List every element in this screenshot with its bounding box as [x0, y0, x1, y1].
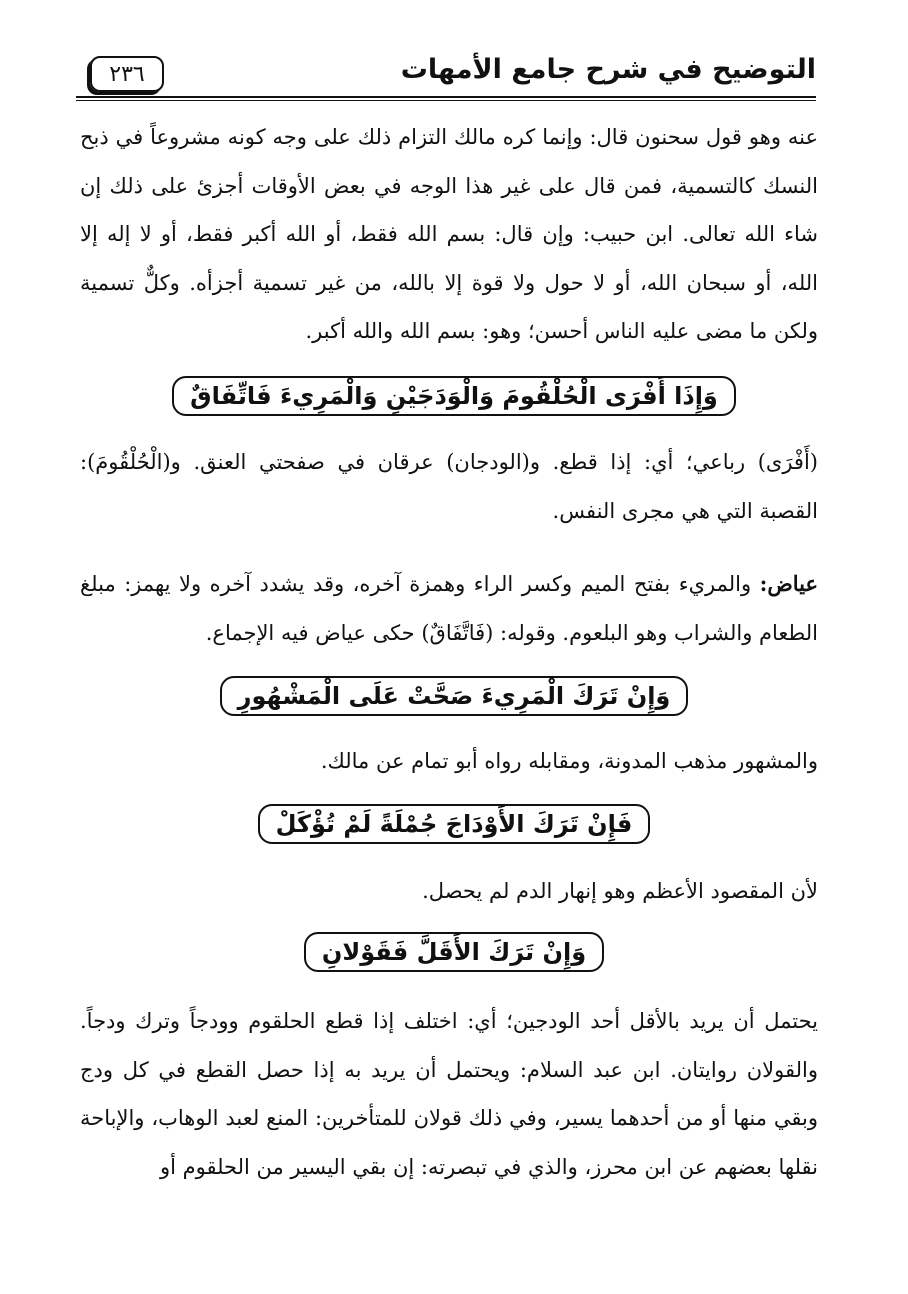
verse-text: وَإِنْ تَرَكَ الْمَرِيءَ صَحَّتْ عَلَى الْمَشْهُورِ	[220, 676, 689, 716]
paragraph: والمشهور مذهب المدونة، ومقابله رواه أبو تمام عن مالك.	[320, 749, 818, 773]
header-rule-thin	[76, 100, 816, 101]
verse-box	[0, 804, 908, 844]
paragraph: عنه وهو قول سحنون قال: وإنما كره مالك التزام ذلك على وجه كونه مشروعاً في ذبح النسك كالتسمية، فمن قال على غير هذا الوجه في بعض الأوقات أجزئ على ذلك إن شاء الله تعالى. ابن حبيب: وإن قال: بسم الله فقط، أو الله أكبر فقط، أو لا إله إلا الله، أو سبحان الله، أو لا حول ولا قوة إلا بالله، من غير تسمية أجزأه. وكلٌّ تسمية ولكن ما مضى عليه الناس أحسن؛ وهو: بسم الله والله أكبر.	[80, 125, 818, 344]
header-rule	[76, 96, 816, 98]
speaker-name: عياض:	[759, 571, 818, 596]
book-title: التوضيح في شرح جامع الأمهات	[400, 54, 816, 85]
page-header	[76, 52, 816, 98]
paragraph: عياض: والمريء بفتح الميم وكسر الراء وهمزة آخره، وقد يشدد آخره ولا يهمز: مبلغ الطعام والشراب وهو البلعوم. وقوله: (فَاتَّفَاقٌ) حكى عياض فيه الإجماع.	[80, 571, 818, 645]
verse-box	[0, 932, 908, 972]
paragraph: (أَفْرَى) رباعي؛ أي: إذا قطع. و(الودجان) عرقان في صفحتي العنق. و(الْحُلْقُومَ): القصبة التي هي مجرى النفس.	[80, 450, 818, 523]
verse-text: وَإِذَا أَفْرَى الْحُلْقُومَ وَالْوَدَجَيْنِ وَالْمَرِيءَ فَاتِّفَاقٌ	[172, 376, 736, 416]
verse-box	[0, 676, 908, 716]
verse-text: وَإِنْ تَرَكَ الأَقَلَّ فَقَوْلانِ	[304, 932, 604, 972]
paragraph: لأن المقصود الأعظم وهو إنهار الدم لم يحصل.	[422, 879, 818, 903]
verse-text: فَإِنْ تَرَكَ الأَوْدَاجَ جُمْلَةً لَمْ تُؤْكَلْ	[258, 804, 651, 844]
paragraph: يحتمل أن يريد بالأقل أحد الودجين؛ أي: اختلف إذا قطع الحلقوم وودجاً وترك ودجاً. والقولان روايتان. ابن عبد السلام: ويحتمل أن يريد به إذا حصل القطع في كل ودج وبقي منها أو من أحدهما يسير، وفي ذلك قولان للمتأخرين: المنع لعبد الوهاب، والإباحة نقلها بعضهم عن ابن محرز، والذي في تبصرته: إن بقي اليسير من الحلقوم أو	[80, 1009, 818, 1179]
page-number-badge	[90, 56, 164, 92]
verse-box	[0, 376, 908, 416]
page-number: ٢٣٦	[109, 61, 145, 87]
